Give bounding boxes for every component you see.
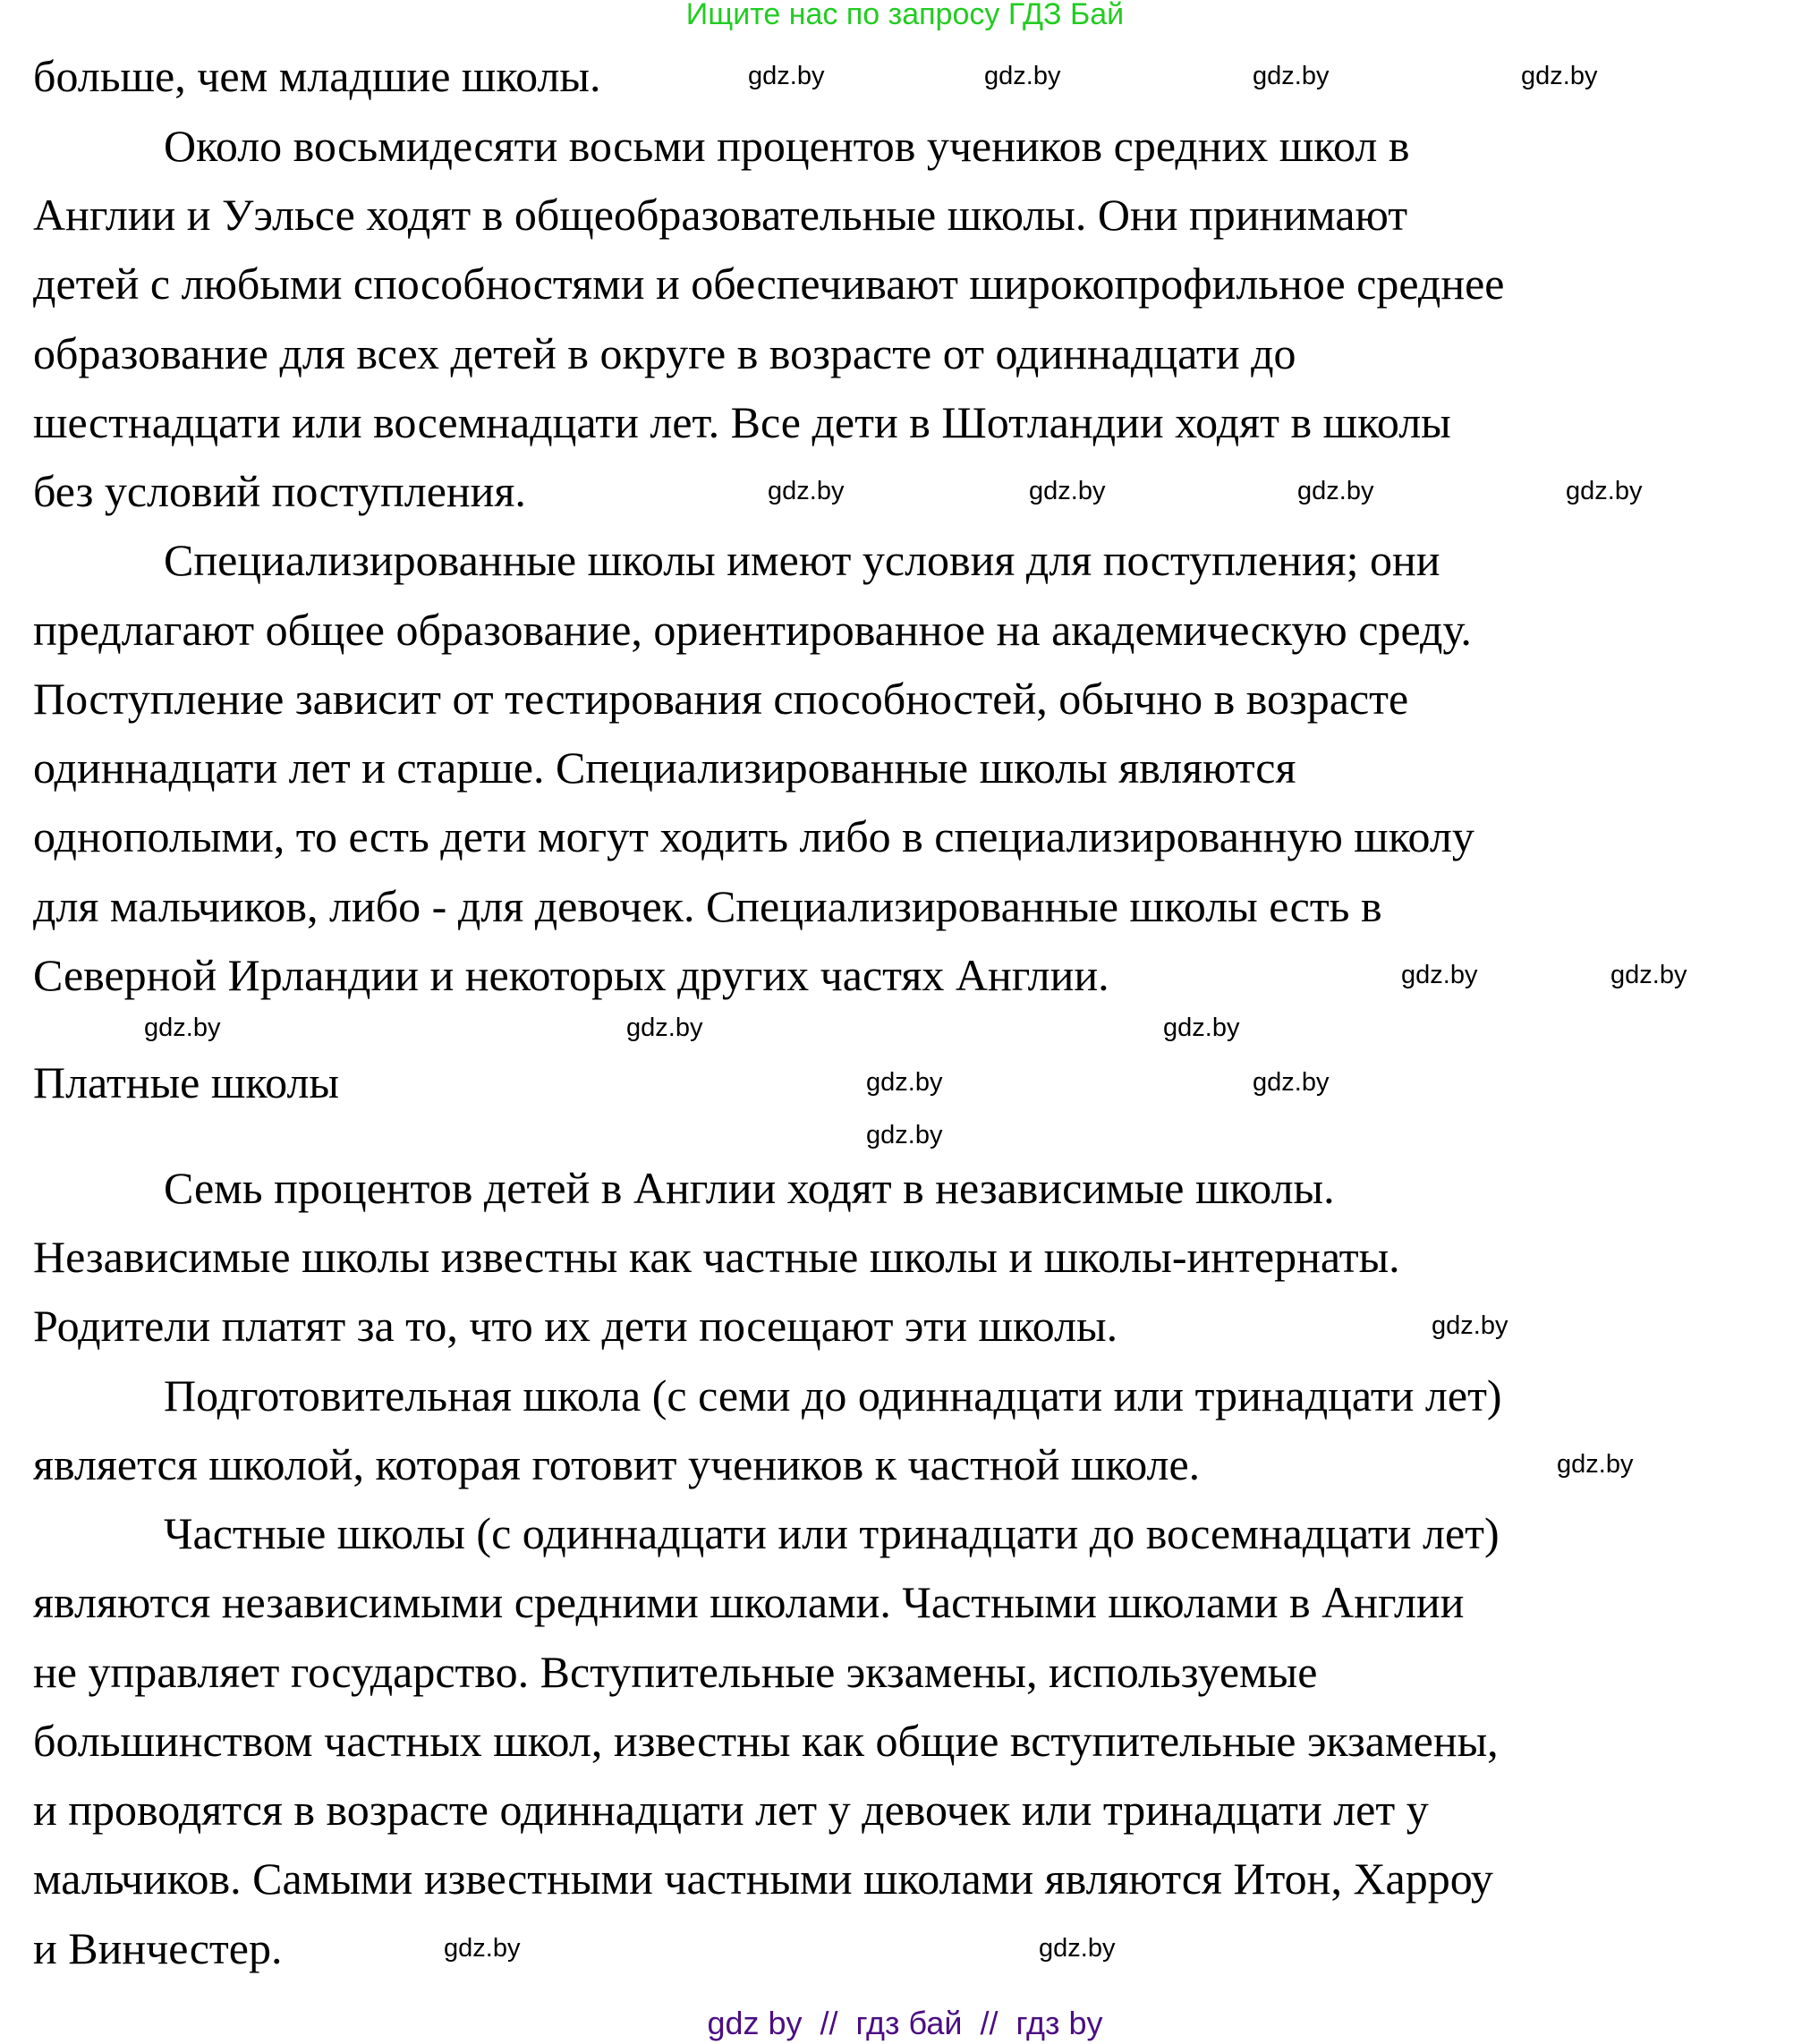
watermark-text: gdz.by [1029,477,1106,506]
text-line: Родители платят за то, что их дети посещают эти школы. [33,1301,1118,1352]
watermark-text: gdz.by [1521,62,1598,91]
text-line: мальчиков. Самыми известными частными школами являются Итон, Харроу [33,1853,1493,1904]
text-line: больше, чем младшие школы. [33,51,601,102]
watermark-text: gdz.by [1432,1311,1508,1341]
watermark-text: gdz.by [1297,477,1374,506]
text-line: Англии и Уэльсе ходят в общеобразовательные школы. Они принимают [33,190,1408,241]
text-line: не управляет государство. Вступительные экзамены, используемые [33,1646,1318,1697]
watermark-text: gdz.by [1557,1449,1634,1479]
text-line: однополыми, то есть дети могут ходить либо в специализированную школу [33,811,1474,862]
text-line: Специализированные школы имеют условия для поступления; они [164,535,1440,586]
watermark-text: gdz.by [1163,1014,1240,1043]
text-line: Около восьмидесяти восьми процентов учеников средних школ в [164,120,1410,171]
watermark-text: gdz.by [1610,961,1687,990]
watermark-text: gdz.by [866,1120,943,1149]
watermark-text: gdz.by [1039,1933,1116,1963]
watermark-text: gdz.by [1253,1067,1330,1097]
watermark-text: gdz.by [144,1014,221,1043]
watermark-text: gdz.by [444,1933,521,1963]
text-line: Подготовительная школа (с семи до одиннадцати или тринадцати лет) [164,1370,1502,1421]
text-line: Семь процентов детей в Англии ходят в независимые школы. [164,1162,1335,1213]
watermark-text: gdz.by [866,1067,943,1097]
text-line: предлагают общее образование, ориентированное на академическую среду. [33,604,1472,655]
watermark-text: gdz.by [1401,961,1478,990]
text-line: для мальчиков, либо - для девочек. Специализированные школы есть в [33,880,1382,931]
text-line: являются независимыми средними школами. Частными школами в Англии [33,1577,1465,1628]
footer-links[interactable]: gdz by // гдз бай // гдз by [707,2005,1103,2041]
text-line: Поступление зависит от тестирования способностей, обычно в возрасте [33,673,1409,724]
text-line: образование для всех детей в округе в возрасте от одиннадцати до [33,327,1296,378]
watermark-text: gdz.by [626,1014,703,1043]
watermark-text: gdz.by [1566,477,1643,506]
watermark-text: gdz.by [768,477,845,506]
text-line: и Винчестер. [33,1922,283,1973]
watermark-text: gdz.by [748,62,825,91]
text-line: шестнадцати или восемнадцати лет. Все дети в Шотландии ходят в школы [33,396,1451,447]
text-line: Частные школы (с одиннадцати или тринадцати до восемнадцати лет) [164,1508,1500,1559]
text-line: большинством частных школ, известны как общие вступительные экзамены, [33,1715,1499,1766]
section-heading: Платные школы [33,1056,339,1107]
text-line: Северной Ирландии и некоторых других частях Англии. [33,950,1109,1001]
text-line: Независимые школы известны как частные школы и школы-интернаты. [33,1231,1400,1282]
text-line: одиннадцати лет и старше. Специализированные школы являются [33,742,1296,793]
watermark-text: gdz.by [984,62,1061,91]
text-line: без условий поступления. [33,466,526,517]
text-line: является школой, которая готовит учеников к частной школе. [33,1438,1201,1489]
text-line: и проводятся в возрасте одиннадцати лет у девочек или тринадцати лет у [33,1785,1429,1836]
text-line: детей с любыми способностями и обеспечивают широкопрофильное среднее [33,259,1505,310]
watermark-text: gdz.by [1253,62,1330,91]
search-banner: Ищите нас по запросу ГДЗ Бай [685,0,1125,31]
